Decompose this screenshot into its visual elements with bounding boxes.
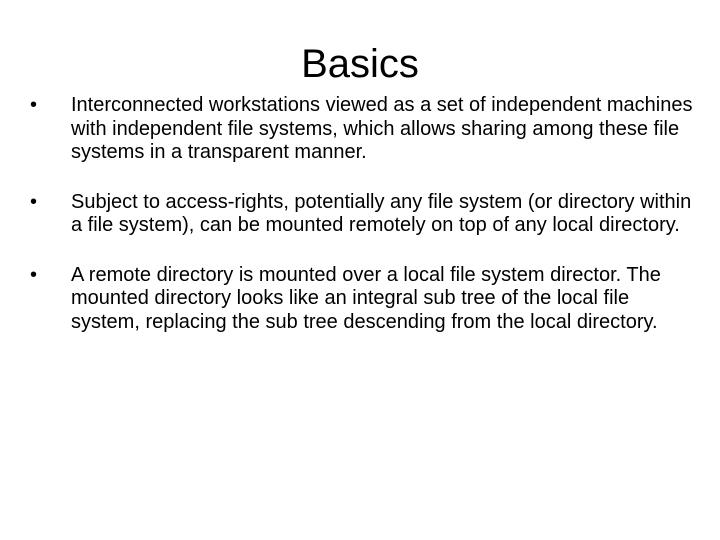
bullet-list bbox=[30, 94, 702, 360]
slide-title: Basics bbox=[301, 42, 419, 86]
bullet-text: A remote directory is mounted over a local file system director. The mounted directory looks like an integral sub tree of the local file system, replacing the sub tree descending from the local directory. bbox=[71, 263, 661, 333]
bullet-dot-icon: • bbox=[30, 190, 38, 213]
bullet-item bbox=[30, 191, 702, 238]
bullet-item bbox=[30, 264, 702, 335]
bullet-text: Subject to access-rights, potentially any file system (or directory within a file system), can be mounted remotely on top of any local directory. bbox=[71, 190, 692, 236]
bullet-item bbox=[30, 94, 702, 165]
bullet-text: Interconnected workstations viewed as a set of independent machines with independent file systems, which allows sharing among these file systems in a transparent manner. bbox=[71, 94, 693, 163]
bullet-dot-icon: • bbox=[30, 94, 38, 116]
bullet-dot-icon: • bbox=[30, 263, 38, 286]
